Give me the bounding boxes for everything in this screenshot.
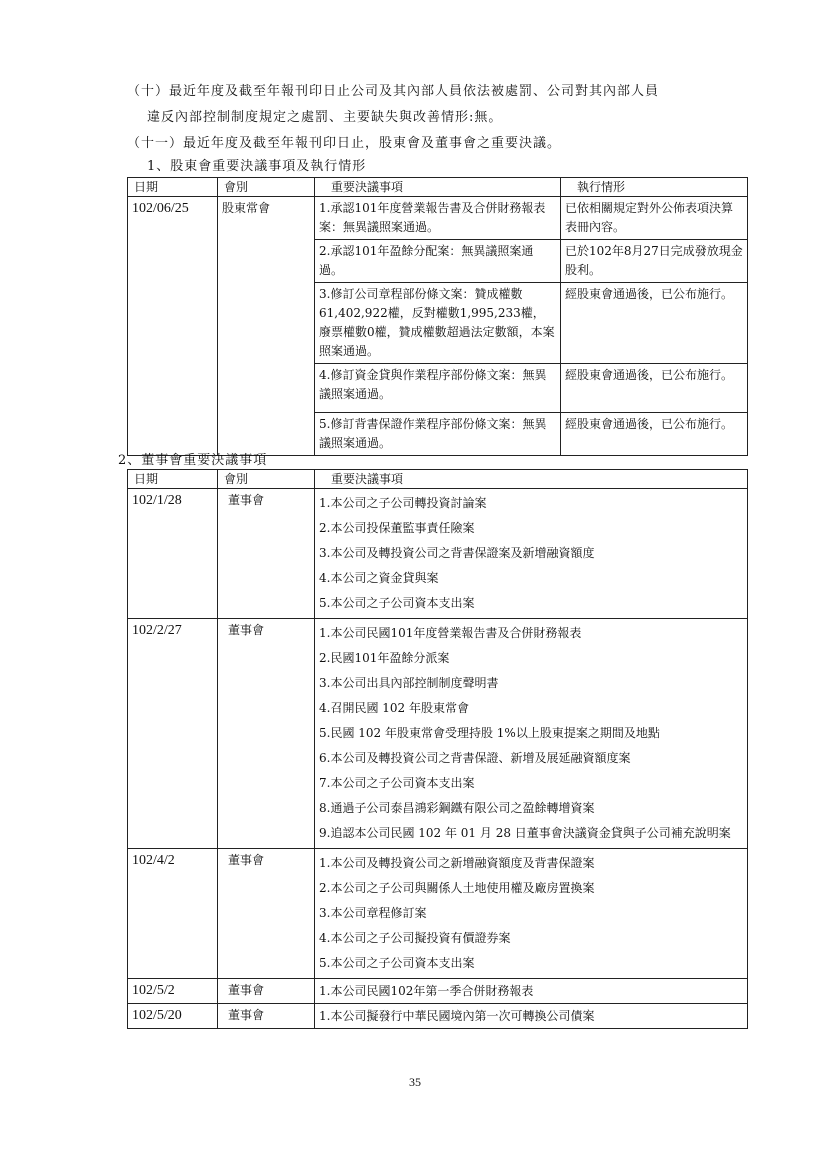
header-resolution: 重要決議事項 <box>315 470 748 489</box>
list-item: 5.民國 102 年股東常會受理持股 1%以上股東提案之期間及地點 <box>319 726 660 740</box>
meeting-type: 股東常會 <box>218 197 315 456</box>
board-date: 102/5/20 <box>128 1004 218 1029</box>
list-item: 1.本公司及轉投資公司之新增融資額度及背書保證案 <box>319 856 595 870</box>
list-item: 6.本公司及轉投資公司之背書保證、新增及展延融資額度案 <box>319 751 631 765</box>
shareholders-resolutions-table <box>127 177 748 456</box>
shareholders-subheading: 1、股東會重要決議事項及執行情形 <box>147 159 367 174</box>
board-meeting: 董事會 <box>218 849 315 979</box>
board-items <box>315 979 748 1004</box>
list-item: 7.本公司之子公司資本支出案 <box>319 776 475 790</box>
list-item: 3.本公司及轉投資公司之背書保證案及新增融資額度 <box>319 546 595 560</box>
list-item: 5.本公司之子公司資本支出案 <box>319 596 475 610</box>
table-row <box>128 1004 748 1029</box>
resolution-cell: 3.修訂公司章程部份條文案：贊成權數61,402,922權，反對權數1,995,233權，廢票權數0權，贊成權數超過法定數額，本案照案通過。 <box>315 283 561 364</box>
board-meeting: 董事會 <box>218 619 315 849</box>
list-item: 4.本公司之資金貸與案 <box>319 571 439 585</box>
execution-cell: 經股東會通過後，已公布施行。 <box>561 283 748 364</box>
board-items <box>315 489 748 619</box>
list-item: 2.本公司投保董監事責任險案 <box>319 521 475 535</box>
header-meeting: 會別 <box>218 470 315 489</box>
execution-cell: 已於102年8月27日完成發放現金股利。 <box>561 240 748 283</box>
board-resolutions-table <box>127 469 748 1029</box>
list-item: 2.民國101年盈餘分派案 <box>319 651 450 665</box>
execution-cell: 經股東會通過後，已公布施行。 <box>561 413 748 456</box>
list-item: 8.通過子公司泰昌鴻彩鋼鐵有限公司之盈餘轉增資案 <box>319 801 595 815</box>
execution-cell: 已依相關規定對外公佈表項決算表冊內容。 <box>561 197 748 240</box>
board-items <box>315 619 748 849</box>
section-10-heading-cont: 違反內部控制制度規定之處罰、主要缺失與改善情形:無。 <box>147 110 503 125</box>
table-row <box>128 619 748 849</box>
list-item: 1.本公司之子公司轉投資討論案 <box>319 496 487 510</box>
header-resolution: 重要決議事項 <box>315 178 561 197</box>
header-date: 日期 <box>128 470 218 489</box>
board-meeting: 董事會 <box>218 1004 315 1029</box>
board-subheading: 2、董事會重要決議事項 <box>118 453 268 468</box>
list-item: 3.本公司出具內部控制制度聲明書 <box>319 676 499 690</box>
table-header-row <box>128 470 748 489</box>
list-item: 5.本公司之子公司資本支出案 <box>319 956 475 970</box>
header-date: 日期 <box>128 178 218 197</box>
meeting-date: 102/06/25 <box>128 197 218 456</box>
board-items <box>315 849 748 979</box>
table-row <box>128 197 748 240</box>
resolution-cell: 5.修訂背書保證作業程序部份條文案：無異議照案通過。 <box>315 413 561 456</box>
table-header-row <box>128 178 748 197</box>
header-meeting: 會別 <box>218 178 315 197</box>
list-item: 2.本公司之子公司與關係人土地使用權及廠房置換案 <box>319 881 595 895</box>
list-item: 3.本公司章程修訂案 <box>319 906 427 920</box>
board-date: 102/2/27 <box>128 619 218 849</box>
section-11-heading: （十一）最近年度及截至年報刊印日止，股東會及董事會之重要決議。 <box>127 136 562 151</box>
execution-cell: 經股東會通過後，已公布施行。 <box>561 364 748 413</box>
page-number: 35 <box>409 1075 421 1089</box>
header-execution: 執行情形 <box>561 178 748 197</box>
list-item: 1.本公司民國102年第一季合併財務報表 <box>319 984 534 998</box>
list-item: 4.召開民國 102 年股東常會 <box>319 701 469 715</box>
board-date: 102/1/28 <box>128 489 218 619</box>
list-item: 1.本公司擬發行中華民國境內第一次可轉換公司債案 <box>319 1009 595 1023</box>
list-item: 4.本公司之子公司擬投資有價證券案 <box>319 931 511 945</box>
board-meeting: 董事會 <box>218 489 315 619</box>
table-row <box>128 849 748 979</box>
list-item: 1.本公司民國101年度營業報告書及合併財務報表 <box>319 626 582 640</box>
board-meeting: 董事會 <box>218 979 315 1004</box>
list-item: 9.追認本公司民國 102 年 01 月 28 日董事會決議資金貸與子公司補充說明案 <box>319 826 731 840</box>
board-date: 102/4/2 <box>128 849 218 979</box>
section-10-heading: （十）最近年度及截至年報刊印日止公司及其內部人員依法被處罰、公司對其內部人員 <box>127 84 660 99</box>
board-items <box>315 1004 748 1029</box>
resolution-cell: 4.修訂資金貸與作業程序部份條文案：無異議照案通過。 <box>315 364 561 413</box>
table-row <box>128 979 748 1004</box>
resolution-cell: 1.承認101年度營業報告書及合併財務報表案：無異議照案通過。 <box>315 197 561 240</box>
resolution-cell: 2.承認101年盈餘分配案：無異議照案通過。 <box>315 240 561 283</box>
table-row <box>128 489 748 619</box>
board-date: 102/5/2 <box>128 979 218 1004</box>
